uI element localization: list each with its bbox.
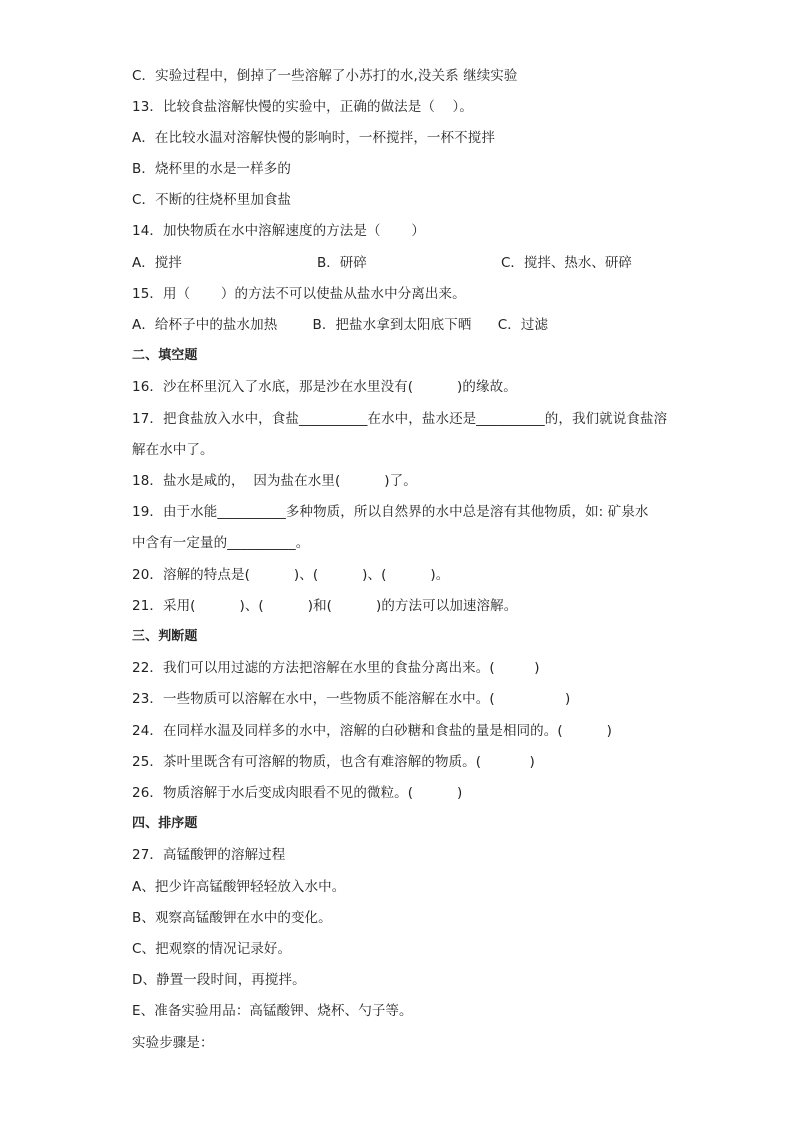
options-15: A．给杯子中的盐水加热 B．把盐水拿到太阳底下晒 C．过滤 [132,317,549,333]
option-13a: A．在比较水温对溶解快慢的影响时，一杯搅拌，一杯不搅拌 [132,130,495,146]
step-a: A、把少许高锰酸钾轻轻放入水中。 [132,879,346,895]
question-17-line-1: 17．把食盐放入水中，食盐__________在水中，盐水还是__________的，我们就说食盐溶 [132,411,668,427]
option-13b: B．烧杯里的水是一样多的 [132,161,291,177]
question-13: 13．比较食盐溶解快慢的实验中，正确的做法是（ ）。 [132,99,473,115]
option-14c: C．搅拌、热水、研碎 [501,255,632,271]
question-26: 26．物质溶解于水后变成肉眼看不见的微粒。( ) [132,785,463,801]
question-25: 25．茶叶里既含有可溶解的物质，也含有难溶解的物质。( ) [132,754,535,770]
question-21: 21．采用( )、( )和( )的方法可以加速溶解。 [132,598,518,614]
question-17-line-2: 解在水中了。 [132,442,214,458]
option-14a: A．搅拌 [132,255,182,271]
step-c: C、把观察的情况记录好。 [132,941,292,957]
section-heading-true-false: 三、判断题 [132,629,198,644]
question-14: 14．加快物质在水中溶解速度的方法是（ ） [132,223,425,239]
step-e: E、准备实验用品：高锰酸钾、烧杯、勺子等。 [132,1003,413,1019]
question-24: 24．在同样水温及同样多的水中，溶解的白砂糖和食盐的量是相同的。( ) [132,723,613,739]
option-13c: C．不断的往烧杯里加食盐 [132,192,292,208]
section-heading-ordering: 四、排序题 [132,816,198,831]
question-27: 27．高锰酸钾的溶解过程 [132,847,286,863]
question-15: 15．用（ ）的方法不可以使盐从盐水中分离出来。 [132,286,466,302]
question-19-line-2: 中含有一定量的__________。 [132,535,310,551]
question-20: 20．溶解的特点是( )、( )、( )。 [132,567,450,583]
question-16: 16．沙在杯里沉入了水底，那是沙在水里没有( )的缘故。 [132,379,517,395]
section-heading-fill-blank: 二、填空题 [132,348,198,363]
question-18: 18．盐水是咸的， 因为盐在水里( )了。 [132,473,417,489]
step-b: B、观察高锰酸钾在水中的变化。 [132,910,332,926]
option-14b: B．研碎 [317,255,367,271]
step-d: D、静置一段时间，再搅拌。 [132,972,306,988]
answer-label: 实验步骤是： [132,1035,214,1051]
option-12c: C．实验过程中，倒掉了一些溶解了小苏打的水,没关系 继续实验 [132,68,518,84]
question-22: 22．我们可以用过滤的方法把溶解在水里的食盐分离出来。( ) [132,660,540,676]
question-23: 23．一些物质可以溶解在水中，一些物质不能溶解在水中。( ) [132,691,571,707]
question-19-line-1: 19．由于水能__________多种物质，所以自然界的水中总是溶有其他物质，如: 矿泉水 [132,504,649,520]
